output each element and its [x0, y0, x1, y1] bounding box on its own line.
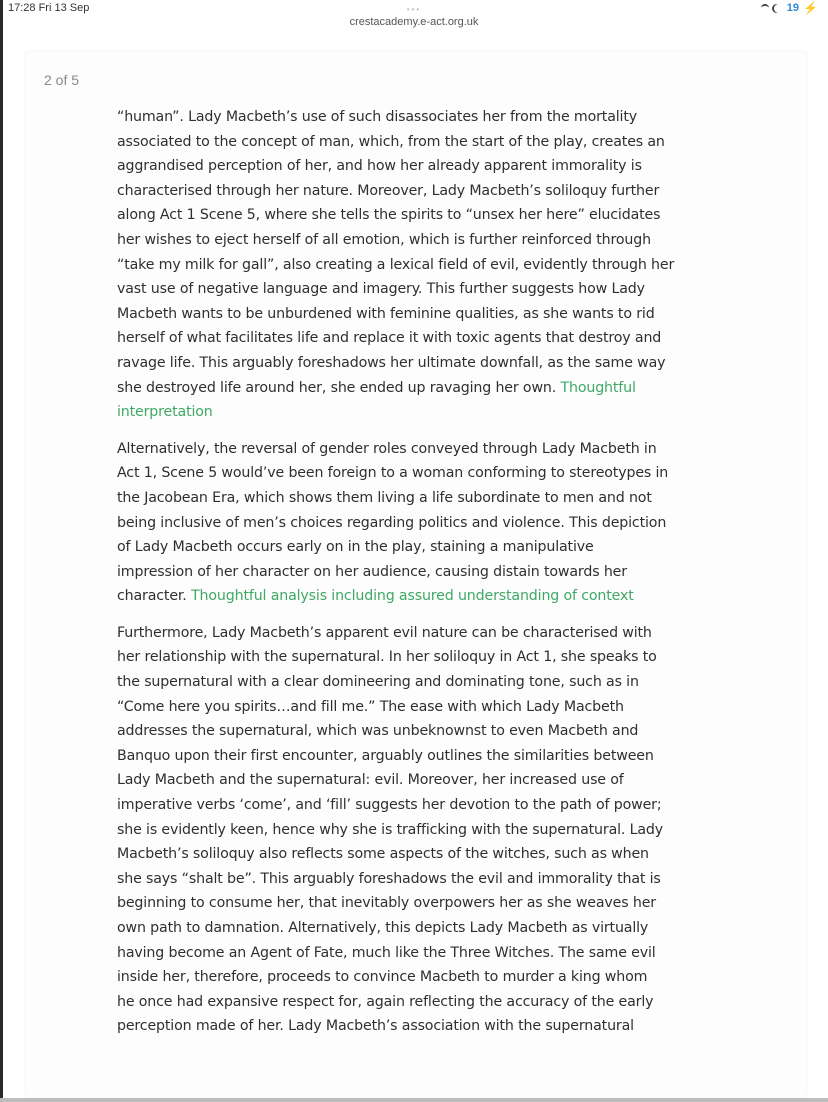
window-edge	[0, 0, 3, 1102]
paragraph-2	[117, 437, 729, 609]
battery-level: 19	[786, 2, 800, 14]
url-text[interactable]: crestacademy.e-act.org.uk	[349, 16, 479, 28]
teacher-comment-1: Thoughtful interpretation	[117, 379, 636, 421]
page-indicator: 2 of 5	[44, 72, 80, 88]
paragraph-1	[117, 105, 729, 425]
paragraph-1-text: “human”. Lady Macbeth’s use of such disassociates her from the mortality associated to the concept of man, which, from the start of the play, creates an aggrandised perception of her, and how her already apparent immorality is characterised through her nature. Moreover, Lady Macbeth’s soliloquy further along Act 1 Scene 5, where she tells the spirits to “unsex her here” elucidates her wishes to eject herself of all emotion, which is further reinforced through “take my milk for gall”, also creating a lexical field of evil, evidently through her vast use of negative language and imagery. This further suggests how Lady Macbeth wants to be unburdened with feminine qualities, as she wants to rid herself of what facilitates life and replace it with toxic agents that destroy and ravage life. This arguably foreshadows her ultimate downfall, as the same way she destroyed life around her, she ended up ravaging her own.	[117, 109, 675, 396]
status-time: 17:28 Fri 13 Sep	[8, 2, 90, 14]
paragraph-3-text: Furthermore, Lady Macbeth’s apparent evil nature can be characterised with her relationship with the supernatural. In her soliloquy in Act 1, she speaks to the supernatural with a clear domineering and dominating tone, such as in “Come here you spirits…and fill me.” The ease with which Lady Macbeth addresses the supernatural, which was unbeknownst to even Macbeth and Banquo upon their first encounter, arguably outlines the similarities between Lady Macbeth and the supernatural: evil. Moreover, her increased use of imperative verbs ‘come’, and ‘fill’ suggests her devotion to the path of power; she is evidently keen, hence why she is trafficking with the supernatural. Lady Macbeth’s soliloquy also reflects some aspects of the witches, such as when she says “shalt be”. This arguably foreshadows the evil and immorality that is beginning to consume her, that inevitably overpowers her as she weaves her own path to damnation. Alternatively, this depicts Lady Macbeth as virtually having become an Agent of Fate, much like the Three Witches. The same evil inside her, therefore, proceeds to convince Macbeth to murder a king whom he once had expansive respect for, again reflecting the accuracy of the early perception made of her. Lady Macbeth’s association with the supernatural	[117, 624, 664, 1035]
document-body	[117, 105, 729, 1051]
bottom-edge	[0, 1098, 828, 1102]
paragraph-3	[117, 621, 729, 1039]
paragraph-2-text: Alternatively, the reversal of gender roles conveyed through Lady Macbeth in Act 1, Scene 5 would’ve been foreign to a woman conforming to stereotypes in the Jacobean Era, which shows them living a life subordinate to men and not being inclusive of men’s choices regarding politics and violence. This depiction of Lady Macbeth occurs early on in the play, staining a manipulative impression of her character on her audience, causing distain towards her character.	[117, 440, 669, 605]
charging-icon: ⚡	[803, 1, 818, 15]
more-dots-icon[interactable]: •••	[406, 5, 422, 14]
teacher-comment-2: Thoughtful analysis including assured understanding of context	[191, 588, 634, 605]
address-bar[interactable]	[0, 5, 828, 38]
